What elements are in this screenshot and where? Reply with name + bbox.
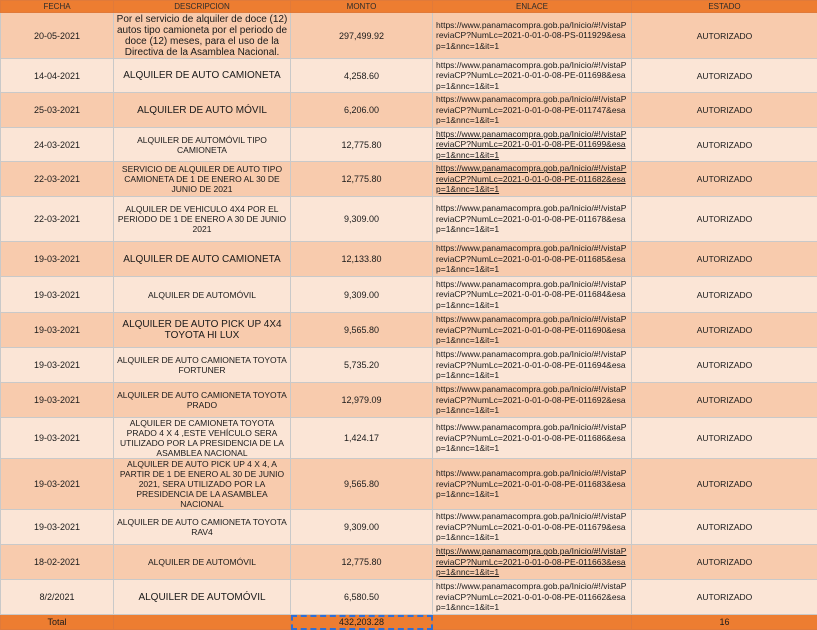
cell-descripcion[interactable]: ALQUILER DE AUTO CAMIONETA [114,242,291,277]
header-row [1,1,817,13]
cell-fecha[interactable]: 20-05-2021 [1,13,114,59]
header-descripcion[interactable]: DESCRIPCION [114,1,291,13]
cell-estado[interactable]: AUTORIZADO [632,545,817,580]
cell-fecha[interactable]: 19-03-2021 [1,277,114,313]
header-fecha[interactable]: FECHA [1,1,114,13]
cell-fecha[interactable]: 8/2/2021 [1,580,114,615]
cell-monto[interactable]: 12,133.80 [291,242,433,277]
cell-monto[interactable]: 297,499.92 [291,13,433,59]
cell-estado[interactable]: AUTORIZADO [632,197,817,242]
cell-fecha[interactable]: 19-03-2021 [1,348,114,383]
cell-monto[interactable]: 9,565.80 [291,313,433,348]
total-empty-cell[interactable] [433,615,632,630]
cell-estado[interactable]: AUTORIZADO [632,510,817,545]
table-row [1,348,817,383]
cell-enlace[interactable]: https://www.panamacompra.gob.pa/Inicio/#!/vistaPreviaCP?NumLc=2021-0-01-0-08-PE-011679&esap=1&nnc=1&it=1 [433,510,632,545]
cell-enlace[interactable]: https://www.panamacompra.gob.pa/Inicio/#!/vistaPreviaCP?NumLc=2021-0-01-0-08-PE-011662&esap=1&nnc=1&it=1 [433,580,632,615]
cell-fecha[interactable]: 19-03-2021 [1,418,114,459]
cell-fecha[interactable]: 18-02-2021 [1,545,114,580]
cell-descripcion[interactable]: ALQUILER DE AUTOMÓVIL [114,545,291,580]
cell-monto[interactable]: 12,775.80 [291,545,433,580]
header-enlace[interactable]: ENLACE [433,1,632,13]
cell-monto[interactable]: 9,309.00 [291,197,433,242]
enlace-link[interactable]: https://www.panamacompra.gob.pa/Inicio/#!/vistaPreviaCP?NumLc=2021-0-01-0-08-PE-011663&esap=1&nnc=1&it=1 [436,546,626,577]
cell-fecha[interactable]: 19-03-2021 [1,510,114,545]
cell-fecha[interactable]: 14-04-2021 [1,59,114,93]
table-row [1,510,817,545]
cell-estado[interactable]: AUTORIZADO [632,128,817,162]
cell-monto[interactable]: 12,775.80 [291,162,433,197]
cell-monto[interactable]: 12,775.80 [291,128,433,162]
table-row [1,128,817,162]
cell-enlace[interactable]: https://www.panamacompra.gob.pa/Inicio/#!/vistaPreviaCP?NumLc=2021-0-01-0-08-PE-011678&esap=1&nnc=1&it=1 [433,197,632,242]
total-label[interactable]: Total [1,615,114,630]
cell-descripcion[interactable]: ALQUILER DE VEHICULO 4X4 POR EL PERIODO DE 1 DE ENERO A 30 DE JUNIO 2021 [114,197,291,242]
cell-monto[interactable]: 6,580.50 [291,580,433,615]
table-row [1,162,817,197]
cell-fecha[interactable]: 22-03-2021 [1,162,114,197]
cell-descripcion[interactable]: ALQUILER DE AUTO CAMIONETA TOYOTA FORTUNER [114,348,291,383]
cell-enlace[interactable]: https://www.panamacompra.gob.pa/Inicio/#!/vistaPreviaCP?NumLc=2021-0-01-0-08-PE-011747&esap=1&nnc=1&it=1 [433,93,632,128]
cell-fecha[interactable]: 19-03-2021 [1,459,114,510]
table-row [1,242,817,277]
table-row [1,93,817,128]
total-row [1,615,817,630]
table-row [1,13,817,59]
table-row [1,59,817,93]
table-row [1,197,817,242]
cell-estado[interactable]: AUTORIZADO [632,162,817,197]
table-row [1,277,817,313]
cell-monto[interactable]: 9,565.80 [291,459,433,510]
cell-descripcion[interactable]: ALQUILER DE AUTO CAMIONETA [114,59,291,93]
cell-monto[interactable]: 6,206.00 [291,93,433,128]
table-row [1,418,817,459]
cell-enlace[interactable] [433,545,632,580]
cell-enlace[interactable]: https://www.panamacompra.gob.pa/Inicio/#!/vistaPreviaCP?NumLc=2021-0-01-0-08-PE-011686&esap=1&nnc=1&it=1 [433,418,632,459]
cell-descripcion[interactable]: ALQUILER DE CAMIONETA TOYOTA PRADO 4 X 4 ,ESTE VEHÍCULO SERA UTILIZADO POR LA PRESIDENCIA DE LA ASAMBLEA NACIONAL [114,418,291,459]
total-empty-cell[interactable] [114,615,291,630]
enlace-link[interactable]: https://www.panamacompra.gob.pa/Inicio/#!/vistaPreviaCP?NumLc=2021-0-01-0-08-PE-011699&esap=1&nnc=1&it=1 [436,129,626,160]
cell-enlace[interactable]: https://www.panamacompra.gob.pa/Inicio/#!/vistaPreviaCP?NumLc=2021-0-01-0-08-PE-011690&esap=1&nnc=1&it=1 [433,313,632,348]
cell-fecha[interactable]: 19-03-2021 [1,242,114,277]
cell-descripcion[interactable]: ALQUILER DE AUTOMÓVIL [114,580,291,615]
cell-descripcion[interactable]: Por el servicio de alquiler de doce (12) autos tipo camioneta por el periodo de doce (12) meses, para el uso de la Directiva de la Asamblea Nacional. [114,13,291,59]
cell-enlace[interactable]: https://www.panamacompra.gob.pa/Inicio/#!/vistaPreviaCP?NumLc=2021-0-01-0-08-PE-011683&esap=1&nnc=1&it=1 [433,459,632,510]
cell-fecha[interactable]: 25-03-2021 [1,93,114,128]
cell-enlace[interactable] [433,162,632,197]
cell-monto[interactable]: 4,258.60 [291,59,433,93]
cell-estado[interactable]: AUTORIZADO [632,348,817,383]
table-row [1,383,817,418]
cell-estado[interactable]: AUTORIZADO [632,580,817,615]
cell-descripcion[interactable]: ALQUILER DE AUTO CAMIONETA TOYOTA RAV4 [114,510,291,545]
cell-enlace[interactable]: https://www.panamacompra.gob.pa/Inicio/#!/vistaPreviaCP?NumLc=2021-0-01-0-08-PE-011694&esap=1&nnc=1&it=1 [433,348,632,383]
cell-monto[interactable]: 12,979.09 [291,383,433,418]
table-row [1,545,817,580]
cell-fecha[interactable]: 22-03-2021 [1,197,114,242]
cell-fecha[interactable]: 19-03-2021 [1,383,114,418]
enlace-link[interactable]: https://www.panamacompra.gob.pa/Inicio/#!/vistaPreviaCP?NumLc=2021-0-01-0-08-PE-011682&esap=1&nnc=1&it=1 [436,163,626,194]
cell-estado[interactable]: AUTORIZADO [632,13,817,59]
cell-enlace[interactable]: https://www.panamacompra.gob.pa/Inicio/#!/vistaPreviaCP?NumLc=2021-0-01-0-08-PE-011692&esap=1&nnc=1&it=1 [433,383,632,418]
cell-fecha[interactable]: 24-03-2021 [1,128,114,162]
cell-fecha[interactable]: 19-03-2021 [1,313,114,348]
header-estado[interactable]: ESTADO [632,1,817,13]
cell-monto[interactable]: 9,309.00 [291,510,433,545]
cell-descripcion[interactable]: ALQUILER DE AUTOMÓVIL TIPO CAMIONETA [114,128,291,162]
cell-estado[interactable]: AUTORIZADO [632,313,817,348]
table-row [1,580,817,615]
total-monto[interactable]: 432,203.28 [291,615,433,630]
cell-estado[interactable]: AUTORIZADO [632,459,817,510]
cell-estado[interactable]: AUTORIZADO [632,277,817,313]
cell-descripcion[interactable]: ALQUILER DE AUTO PICK UP 4 X 4, A PARTIR DE 1 DE ENERO AL 30 DE JUNIO 2021, SERA UTILIZADO POR LA PRESIDENCIA DE LA ASAMBLEA NACIONAL [114,459,291,510]
cell-descripcion[interactable]: ALQUILER DE AUTO CAMIONETA TOYOTA PRADO [114,383,291,418]
cell-enlace[interactable]: https://www.panamacompra.gob.pa/Inicio/#!/vistaPreviaCP?NumLc=2021-0-01-0-08-PE-011684&esap=1&nnc=1&it=1 [433,277,632,313]
cell-descripcion[interactable]: SERVICIO DE ALQUILER DE AUTO TIPO CAMIONETA DE 1 DE ENERO AL 30 DE JUNIO DE 2021 [114,162,291,197]
table-row [1,313,817,348]
cell-enlace[interactable]: https://www.panamacompra.gob.pa/Inicio/#!/vistaPreviaCP?NumLc=2021-0-01-0-08-PE-011698&esap=1&nnc=1&it=1 [433,59,632,93]
cell-estado[interactable]: AUTORIZADO [632,418,817,459]
cell-monto[interactable]: 5,735.20 [291,348,433,383]
cell-enlace[interactable]: https://www.panamacompra.gob.pa/Inicio/#!/vistaPreviaCP?NumLc=2021-0-01-0-08-PE-011685&esap=1&nnc=1&it=1 [433,242,632,277]
cell-enlace[interactable] [433,128,632,162]
cell-descripcion[interactable]: ALQUILER DE AUTOMÓVIL [114,277,291,313]
cell-monto[interactable]: 9,309.00 [291,277,433,313]
header-monto[interactable]: MONTO [291,1,433,13]
cell-descripcion[interactable]: ALQUILER DE AUTO PICK UP 4X4 TOYOTA HI LUX [114,313,291,348]
cell-monto[interactable]: 1,424.17 [291,418,433,459]
cell-enlace[interactable]: https://www.panamacompra.gob.pa/Inicio/#!/vistaPreviaCP?NumLc=2021-0-01-0-08-PS-011929&esap=1&nnc=1&it=1 [433,13,632,59]
cell-estado[interactable]: AUTORIZADO [632,242,817,277]
cell-descripcion[interactable]: ALQUILER DE AUTO MÓVIL [114,93,291,128]
cell-estado[interactable]: AUTORIZADO [632,383,817,418]
cell-estado[interactable]: AUTORIZADO [632,59,817,93]
table-row [1,459,817,510]
cell-estado[interactable]: AUTORIZADO [632,93,817,128]
total-count[interactable]: 16 [632,615,817,630]
